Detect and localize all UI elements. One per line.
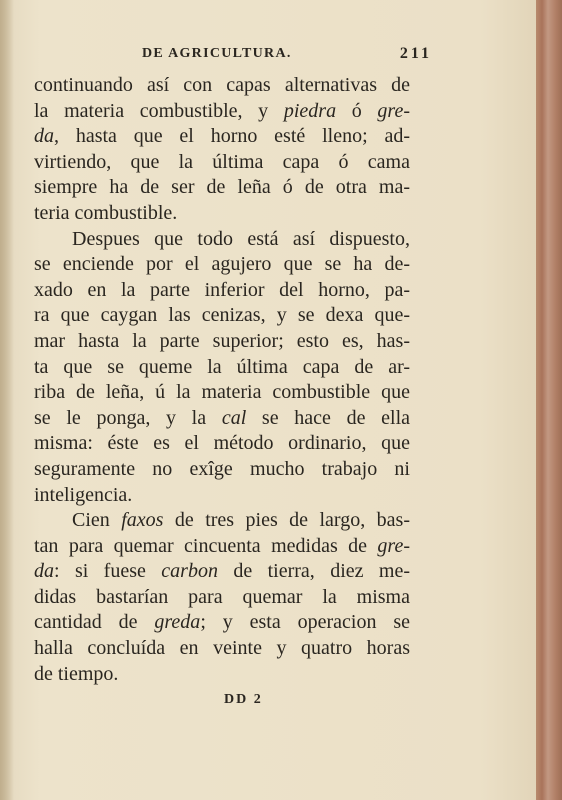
page-edge-binding — [536, 0, 562, 800]
signature-mark: DD 2 — [224, 692, 263, 707]
body-text — [34, 73, 410, 687]
page-number: 211 — [399, 45, 432, 62]
text-line: la materia combustible, y piedra ó gre- — [34, 99, 410, 122]
text-line: se le ponga, y la cal se hace de ella — [34, 406, 411, 429]
text-line: mar hasta la parte superior; esto es, has- — [34, 329, 410, 352]
text-line: da: si fuese carbon de tierra, diez me- — [34, 560, 411, 583]
running-title: DE AGRICULTURA. — [142, 46, 292, 61]
text-line: ta que se queme la última capa de ar- — [34, 355, 410, 378]
page-header — [142, 46, 432, 68]
text-line: teria combustible. — [34, 201, 178, 224]
text-line: de tiempo. — [34, 662, 119, 685]
text-line: siempre ha de ser de leña ó de otra ma- — [34, 176, 410, 199]
text-line: virtiendo, que la última capa ó cama — [34, 150, 410, 173]
text-line: inteligencia. — [34, 483, 133, 506]
text-line: seguramente no exîge mucho trabajo ni — [34, 457, 410, 480]
text-line: misma: éste es el método ordinario, que — [34, 432, 410, 455]
text-line: xado en la parte inferior del horno, pa- — [34, 278, 410, 301]
text-line: didas bastarían para quemar la misma — [34, 585, 410, 608]
text-line: se enciende por el agujero que se ha de- — [34, 253, 410, 276]
text-line: riba de leña, ú la materia combustible que — [34, 381, 410, 404]
text-line: cantidad de greda; y esta operacion se — [34, 611, 410, 634]
text-line: Cien faxos de tres pies de largo, bas- — [72, 509, 410, 532]
text-line: halla concluída en veinte y quatro horas — [34, 637, 410, 660]
text-line: continuando así con capas alternativas de — [34, 74, 410, 96]
text-line: da, hasta que el horno esté lleno; ad- — [34, 125, 410, 148]
page-gutter-shadow — [0, 0, 14, 800]
text-line: tan para quemar cincuenta medidas de gre- — [34, 534, 410, 557]
text-line: ra que caygan las cenizas, y se dexa que- — [34, 304, 410, 327]
text-line: Despues que todo está así dispuesto, — [72, 227, 410, 250]
